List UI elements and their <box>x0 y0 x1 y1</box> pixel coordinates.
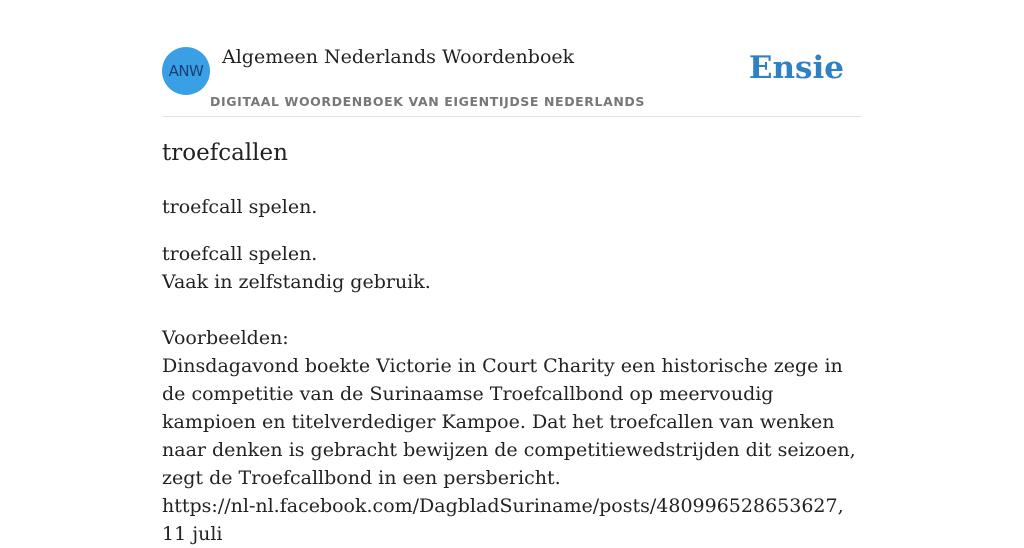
site-title[interactable]: Algemeen Nederlands Woordenboek <box>222 46 575 68</box>
site-header <box>162 0 862 117</box>
entry-body <box>162 240 862 548</box>
spacer <box>162 296 862 324</box>
short-definition: troefcall spelen. <box>162 196 318 218</box>
anw-logo[interactable]: ANW <box>162 47 210 95</box>
usage-note: Vaak in zelfstandig gebruik. <box>162 271 431 293</box>
page-content <box>162 0 862 545</box>
definition: troefcall spelen. <box>162 243 318 265</box>
example-source: https://nl-nl.facebook.com/DagbladSuriname/posts/480996528653627, 11 juli <box>162 495 844 545</box>
page-title: troefcallen <box>162 140 288 166</box>
examples-label: Voorbeelden: <box>162 327 289 349</box>
example-text: Dinsdagavond boekte Victorie in Court Charity een historische zege in de competitie van de Surinaamse Troefcallbond op meervoudig kampioen en titelverdediger Kampoe. Dat het troefcallen van wenken naar denken is gebracht bewijzen de competitiewedstrijden dit seizoen, zegt de Troefcallbond in een persbericht. <box>162 355 856 489</box>
site-subtitle: DIGITAAL WOORDENBOEK VAN EIGENTIJDSE NEDERLANDS <box>210 94 646 109</box>
ensie-logo[interactable]: Ensie <box>748 50 844 86</box>
